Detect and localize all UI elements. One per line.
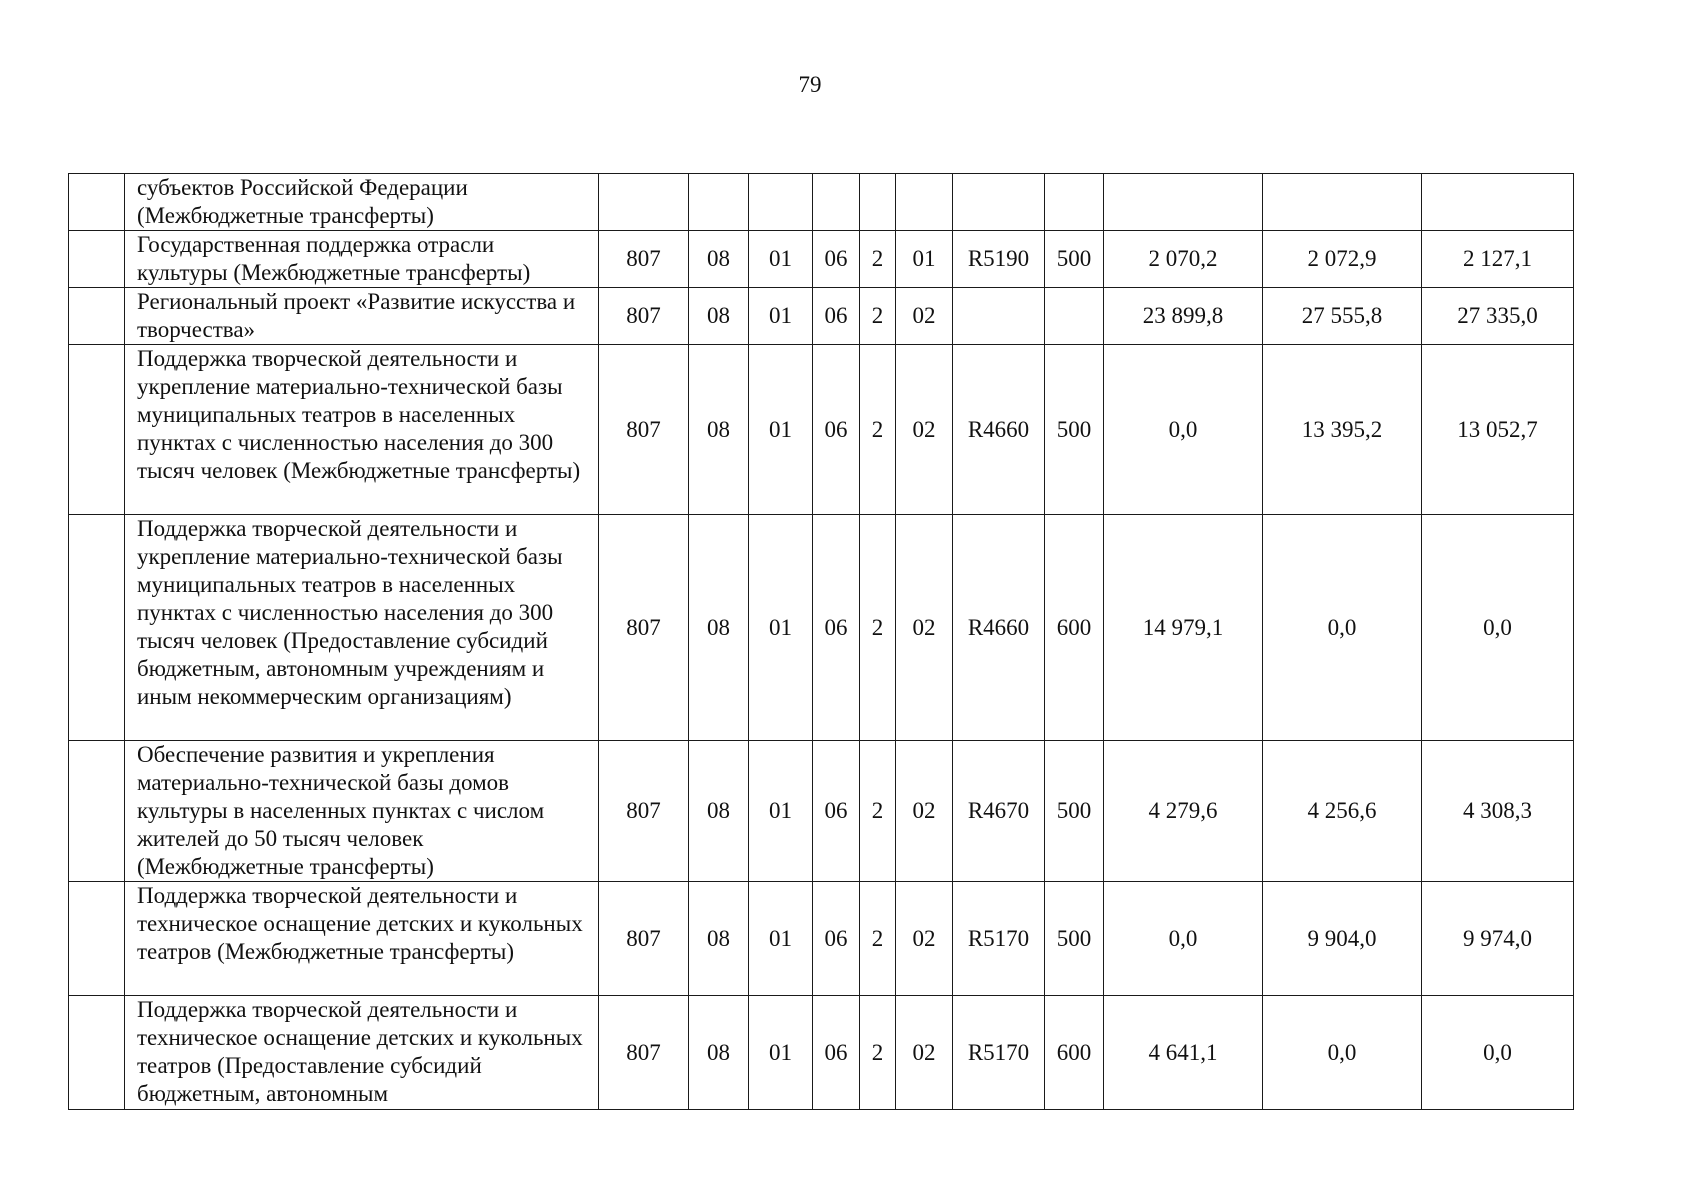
event-cell: 02 bbox=[896, 996, 953, 1110]
description-cell: Поддержка творческой деятельности и укрепление материально-технической базы муниципальных театров в населенных пунктах с численностью населения до 300 тысяч человек (Межбюджетные трансферты) bbox=[125, 345, 599, 515]
code-cell: 807 bbox=[599, 231, 689, 288]
target-article-cell: R4660 bbox=[953, 515, 1045, 741]
table-row bbox=[69, 174, 1574, 231]
code-cell bbox=[599, 174, 689, 231]
subsection-cell: 01 bbox=[749, 345, 813, 515]
subprogram-cell: 2 bbox=[860, 882, 896, 996]
amount-3-cell: 2 127,1 bbox=[1422, 231, 1574, 288]
program-cell: 06 bbox=[813, 345, 860, 515]
subsection-cell bbox=[749, 174, 813, 231]
row-number-cell bbox=[69, 996, 125, 1110]
amount-3-cell: 0,0 bbox=[1422, 515, 1574, 741]
event-cell: 02 bbox=[896, 288, 953, 345]
section-cell: 08 bbox=[689, 741, 749, 882]
description-cell: Поддержка творческой деятельности и техническое оснащение детских и кукольных театров (Предоставление субсидий бюджетным, автономным bbox=[125, 996, 599, 1110]
amount-2-cell: 27 555,8 bbox=[1263, 288, 1422, 345]
event-cell: 02 bbox=[896, 515, 953, 741]
amount-1-cell: 23 899,8 bbox=[1104, 288, 1263, 345]
description-cell: Региональный проект «Развитие искусства и творчества» bbox=[125, 288, 599, 345]
table-row bbox=[69, 345, 1574, 515]
subsection-cell: 01 bbox=[749, 882, 813, 996]
target-article-cell: R4670 bbox=[953, 741, 1045, 882]
expense-type-cell bbox=[1045, 288, 1104, 345]
amount-1-cell: 0,0 bbox=[1104, 345, 1263, 515]
subsection-cell: 01 bbox=[749, 996, 813, 1110]
subsection-cell: 01 bbox=[749, 741, 813, 882]
page-number: 79 bbox=[798, 72, 822, 97]
budget-table bbox=[68, 173, 1574, 1110]
expense-type-cell: 500 bbox=[1045, 345, 1104, 515]
section-cell: 08 bbox=[689, 288, 749, 345]
row-number-cell bbox=[69, 288, 125, 345]
subprogram-cell: 2 bbox=[860, 231, 896, 288]
expense-type-cell: 500 bbox=[1045, 231, 1104, 288]
table-row bbox=[69, 515, 1574, 741]
program-cell bbox=[813, 174, 860, 231]
amount-1-cell: 4 641,1 bbox=[1104, 996, 1263, 1110]
amount-1-cell: 2 070,2 bbox=[1104, 231, 1263, 288]
amount-1-cell: 0,0 bbox=[1104, 882, 1263, 996]
program-cell: 06 bbox=[813, 231, 860, 288]
section-cell: 08 bbox=[689, 515, 749, 741]
table-row bbox=[69, 231, 1574, 288]
event-cell: 02 bbox=[896, 882, 953, 996]
subsection-cell: 01 bbox=[749, 288, 813, 345]
amount-2-cell: 0,0 bbox=[1263, 996, 1422, 1110]
amount-2-cell: 13 395,2 bbox=[1263, 345, 1422, 515]
section-cell: 08 bbox=[689, 882, 749, 996]
code-cell: 807 bbox=[599, 288, 689, 345]
description-cell: Поддержка творческой деятельности и укрепление материально-технической базы муниципальных театров в населенных пунктах с численностью населения до 300 тысяч человек (Предоставление субсидий бюджетным, автономным учреждениям и иным некоммерческим организациям) bbox=[125, 515, 599, 741]
program-cell: 06 bbox=[813, 882, 860, 996]
subprogram-cell: 2 bbox=[860, 515, 896, 741]
target-article-cell: R5170 bbox=[953, 996, 1045, 1110]
event-cell bbox=[896, 174, 953, 231]
row-number-cell bbox=[69, 741, 125, 882]
expense-type-cell: 600 bbox=[1045, 515, 1104, 741]
expense-type-cell bbox=[1045, 174, 1104, 231]
table-row bbox=[69, 288, 1574, 345]
section-cell: 08 bbox=[689, 996, 749, 1110]
amount-3-cell: 27 335,0 bbox=[1422, 288, 1574, 345]
code-cell: 807 bbox=[599, 345, 689, 515]
subprogram-cell: 2 bbox=[860, 996, 896, 1110]
expense-type-cell: 500 bbox=[1045, 741, 1104, 882]
table-row bbox=[69, 996, 1574, 1110]
amount-3-cell bbox=[1422, 174, 1574, 231]
row-number-cell bbox=[69, 882, 125, 996]
amount-1-cell bbox=[1104, 174, 1263, 231]
section-cell bbox=[689, 174, 749, 231]
amount-3-cell: 13 052,7 bbox=[1422, 345, 1574, 515]
amount-2-cell: 9 904,0 bbox=[1263, 882, 1422, 996]
row-number-cell bbox=[69, 174, 125, 231]
program-cell: 06 bbox=[813, 515, 860, 741]
code-cell: 807 bbox=[599, 996, 689, 1110]
subprogram-cell: 2 bbox=[860, 288, 896, 345]
amount-2-cell: 0,0 bbox=[1263, 515, 1422, 741]
amount-2-cell: 4 256,6 bbox=[1263, 741, 1422, 882]
description-cell: субъектов Российской Федерации (Межбюджетные трансферты) bbox=[125, 174, 599, 231]
subsection-cell: 01 bbox=[749, 231, 813, 288]
program-cell: 06 bbox=[813, 288, 860, 345]
code-cell: 807 bbox=[599, 741, 689, 882]
event-cell: 02 bbox=[896, 741, 953, 882]
expense-type-cell: 600 bbox=[1045, 996, 1104, 1110]
subprogram-cell: 2 bbox=[860, 345, 896, 515]
target-article-cell: R4660 bbox=[953, 345, 1045, 515]
expense-type-cell: 500 bbox=[1045, 882, 1104, 996]
code-cell: 807 bbox=[599, 515, 689, 741]
target-article-cell bbox=[953, 288, 1045, 345]
code-cell: 807 bbox=[599, 882, 689, 996]
section-cell: 08 bbox=[689, 231, 749, 288]
amount-3-cell: 0,0 bbox=[1422, 996, 1574, 1110]
description-cell: Государственная поддержка отрасли культуры (Межбюджетные трансферты) bbox=[125, 231, 599, 288]
program-cell: 06 bbox=[813, 996, 860, 1110]
table-row bbox=[69, 882, 1574, 996]
event-cell: 01 bbox=[896, 231, 953, 288]
amount-2-cell: 2 072,9 bbox=[1263, 231, 1422, 288]
program-cell: 06 bbox=[813, 741, 860, 882]
subsection-cell: 01 bbox=[749, 515, 813, 741]
amount-2-cell bbox=[1263, 174, 1422, 231]
row-number-cell bbox=[69, 345, 125, 515]
target-article-cell bbox=[953, 174, 1045, 231]
event-cell: 02 bbox=[896, 345, 953, 515]
subprogram-cell: 2 bbox=[860, 741, 896, 882]
row-number-cell bbox=[69, 231, 125, 288]
amount-3-cell: 4 308,3 bbox=[1422, 741, 1574, 882]
table-row bbox=[69, 741, 1574, 882]
section-cell: 08 bbox=[689, 345, 749, 515]
subprogram-cell bbox=[860, 174, 896, 231]
description-cell: Поддержка творческой деятельности и техническое оснащение детских и кукольных театров (Межбюджетные трансферты) bbox=[125, 882, 599, 996]
amount-1-cell: 14 979,1 bbox=[1104, 515, 1263, 741]
amount-1-cell: 4 279,6 bbox=[1104, 741, 1263, 882]
amount-3-cell: 9 974,0 bbox=[1422, 882, 1574, 996]
row-number-cell bbox=[69, 515, 125, 741]
target-article-cell: R5190 bbox=[953, 231, 1045, 288]
description-cell: Обеспечение развития и укрепления материально-технической базы домов культуры в населенных пунктах с числом жителей до 50 тысяч человек (Межбюджетные трансферты) bbox=[125, 741, 599, 882]
target-article-cell: R5170 bbox=[953, 882, 1045, 996]
